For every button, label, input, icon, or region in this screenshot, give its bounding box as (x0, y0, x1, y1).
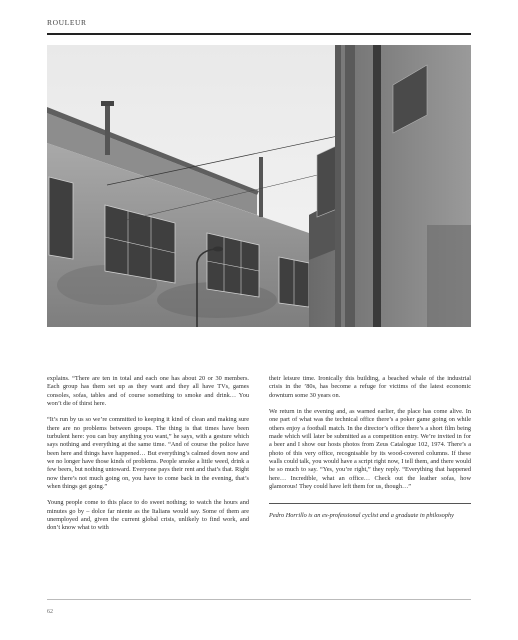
factory-photograph-drawing (47, 45, 471, 327)
page-number: 62 (47, 609, 53, 615)
footer-divider (47, 599, 471, 600)
paragraph: We return in the evening and, as warned earlier, the place has come alive. In one part of what was the technical office there’s a poker game going on while others enjoy a football match. In the director’s office there’s a short film being made which will later be submitted as a competition entry. We’re invited in for a beer and I show our hosts photos from Zeus Catalogue 102, 1974. There’s a photo of this very office, recognisable by its wood-covered columns. If these walls could talk, you would have a script right now, I tell them, and there would be so much to say. “Yes, you’re right,” they reply. “Everything that happened here… Incredible, what an office… Check out the leather sofas, how glamorous! They could have left them for us, though…” (269, 408, 471, 490)
header-divider (47, 33, 471, 35)
paragraph: their leisure time. Ironically this building, a beached whale of the industrial crisis in the ’80s, has become a refuge for victims of the latest economic downturn some 30 years on. (269, 375, 471, 399)
author-byline: Pedro Horrillo is an ex-professional cyclist and a graduate in philosophy (269, 511, 454, 519)
paragraph: Young people come to this place to do sweet nothing; to watch the hours and minutes go by – dolce far niente as the Italians would say. Some of them are unemployed and, given the current global crisis, unlikely to find work, and don’t know what to with (47, 499, 249, 532)
byline-divider (269, 503, 471, 504)
article-right-column (269, 375, 471, 520)
section-title: ROULEUR (47, 18, 87, 27)
factory-photograph (47, 45, 471, 327)
paragraph: “It’s run by us so we’re committed to keeping it kind of clean and making sure there are no problems between groups. The thing is that times have been turbulent here: you can buy anything you want,” he says, with a gesture which says nothing and everything at the same time. “And of course the police have been here and things have happened… But everything’s calmed down now and we no longer have those kinds of problems. People smoke a little weed, drink a few beers, but nothing untoward. Everyone pays their rent and that’s that. Right now there’s not much going on, you have to come back in the evening, that’s when things get going.” (47, 416, 249, 490)
paragraph: explains. “There are ten in total and each one has about 20 or 30 members. Each group has them set up as they want and they all have TVs, games consoles, sofas, tables and of course something to smoke and drink… You won’t die of thirst here. (47, 375, 249, 407)
article-left-column (47, 375, 249, 541)
